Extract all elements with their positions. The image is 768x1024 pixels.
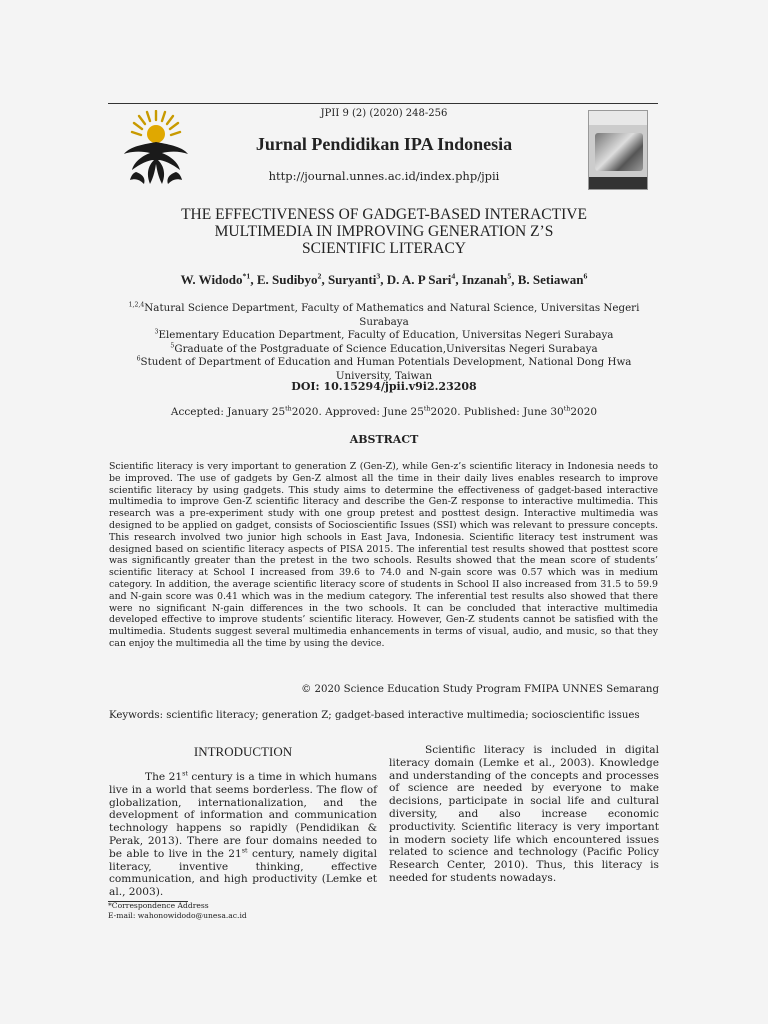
date-text: 2020. Approved: June 25 bbox=[291, 406, 424, 418]
correspondence-email[interactable]: E-mail: wahonowidodo@unesa.ac.id bbox=[108, 911, 247, 920]
author-marker: 2 bbox=[317, 271, 322, 281]
author-name: W. Widodo bbox=[180, 272, 243, 287]
keywords: Keywords: scientific literacy; generation Z; gadget-based interactive multimedia; socioscientific issues bbox=[109, 710, 640, 721]
abstract-text: Scientific literacy is very important to generation Z (Gen-Z), while Gen-z’s scientific literacy in Indonesia needs to be improved. The use of gadgets by Gen-Z almost all the time in their daily lives enables research to improve scientific literacy by using gadgets. This study aims to determine the effectiveness of gadget-based interactive multimedia to improve Gen-Z scientific literacy and describe the Gen-Z response to interactive multimedia. This research was a pre-experiment study with one group pretest and posttest design. Interactive multimedia was designed to be applied on gadget, consists of Socioscientific Issues (SSI) which was relevant to pressure concepts. This research involved two junior high schools in East Java, Indonesia. Scientific literacy test instrument was designed based on scientific literacy aspects of PISA 2015. The inferential test results showed that posttest score was significantly greater than the pretest in the two schools. Results showed that the mean score of students’ scientific literacy at School I increased from 39.6 to 74.0 and N-gain score was 0.57 which was in medium category. In addition, the average scientific literacy score of students in School II also increased from 31.5 to 59.9 and N-gain score was 0.41 which was in the medium category. The inferential test results also showed that there were no significant N-gain differences in the two schools. It can be concluded that interactive multimedia developed effective to improve students’ scientific literacy. However, Gen-Z students cannot be satisfied with the multimedia. Students suggest several multimedia enhancements in terms of visual, audio, and music, so that they can enjoy the multimedia all the time by using the device. bbox=[109, 461, 658, 649]
author-name: Suryanti bbox=[327, 272, 377, 287]
affiliation-marker: 5 bbox=[170, 342, 175, 350]
affiliation-text: Elementary Education Department, Faculty of Education, Universitas Negeri Surabaya bbox=[158, 329, 614, 341]
journal-cover-thumbnail bbox=[588, 110, 648, 190]
affiliation bbox=[110, 356, 658, 383]
correspondence-label: *Correspondence Address bbox=[108, 901, 209, 910]
affiliation-marker: 3 bbox=[154, 328, 159, 336]
paragraph-text: century, namely digital literacy, inventive thinking, effective communication, and high productivity (Lemke et al., 2003). bbox=[109, 847, 378, 899]
ordinal: st bbox=[241, 847, 248, 855]
paragraph-text: century is a time in which humans live in a world that seems borderless. The flow of globalization, internationalization, and the development of information and communication technology happens so rapidly (Pendidikan & Perak, 2013). There are four domains needed to be able to live in the 21 bbox=[109, 771, 377, 860]
affiliations bbox=[110, 302, 658, 383]
affiliation-text: Graduate of the Postgraduate of Science Education,Universitas Negeri Surabaya bbox=[174, 342, 598, 355]
header-rule bbox=[108, 103, 658, 104]
footnote bbox=[108, 901, 247, 921]
date-text: Accepted: January 25 bbox=[170, 406, 286, 418]
affiliation-marker: 1,2,4 bbox=[128, 301, 145, 309]
date-text: 2020. Published: June 30 bbox=[430, 406, 564, 418]
author-name: Inzanah bbox=[461, 272, 508, 287]
author-marker: 4 bbox=[451, 271, 456, 281]
affiliation-text: Student of Department of Education and Human Potentials Development, National Dong Hwa University, Taiwan bbox=[140, 356, 632, 382]
title-line: SCIENTIFIC LITERACY bbox=[301, 240, 467, 257]
copyright: © 2020 Science Education Study Program FMIPA UNNES Semarang bbox=[301, 684, 659, 695]
paper-title bbox=[0, 206, 768, 257]
author-name: E. Sudibyo bbox=[256, 272, 318, 287]
date-text: 2020 bbox=[570, 406, 598, 418]
paragraph: Scientific literacy is included in digital literacy domain (Lemke et al., 2003). Knowledge and understanding of the concepts and processes of science are needed by everyone to make decisions, participate in social life and cultural diversity, and also increase economic productivity. Scientific literacy is very important in modern society life which encountered issues related to science and technology (Pacific Policy Research Center, 2010). Thus, this literacy is needed for students nowadays. bbox=[389, 744, 659, 884]
affiliation bbox=[110, 329, 658, 343]
date-ordinal: th bbox=[285, 405, 292, 413]
affiliation-marker: 6 bbox=[136, 355, 141, 363]
paragraph bbox=[109, 771, 377, 899]
doi[interactable]: DOI: 10.15294/jpii.v9i2.23208 bbox=[291, 380, 477, 393]
paragraph-text: The 21 bbox=[145, 771, 183, 783]
affiliation-text: Natural Science Department, Faculty of Mathematics and Natural Science, Universitas Negeri Surabaya bbox=[144, 302, 640, 328]
title-line: MULTIMEDIA IN IMPROVING GENERATION Z’S bbox=[214, 223, 554, 240]
affiliation bbox=[110, 302, 658, 329]
author-marker: 6 bbox=[583, 271, 588, 281]
body-column-left bbox=[109, 771, 377, 899]
section-heading-introduction: INTRODUCTION bbox=[193, 744, 293, 759]
publication-dates bbox=[0, 406, 768, 418]
date-ordinal: th bbox=[423, 405, 431, 413]
journal-reference: JPII 9 (2) (2020) 248-256 bbox=[320, 108, 448, 119]
author-marker: *1 bbox=[242, 271, 251, 281]
author-list: W. Widodo$^{*1}$, E. Sudibyo$^2$, Suryanti$^3$, D. A. P Sari$^4$, Inzanah$^5$, B. Setiawan$^6$ bbox=[180, 271, 588, 287]
author-name: D. A. P Sari bbox=[386, 272, 452, 287]
body-column-right bbox=[389, 744, 659, 885]
author-name: B. Setiawan bbox=[517, 272, 584, 287]
author-marker: 3 bbox=[376, 271, 381, 281]
abstract-heading: ABSTRACT bbox=[349, 433, 419, 446]
date-ordinal: th bbox=[563, 405, 571, 413]
ordinal: st bbox=[182, 770, 188, 778]
title-line: THE EFFECTIVENESS OF GADGET-BASED INTERACTIVE bbox=[181, 206, 587, 223]
journal-title: Jurnal Pendidikan IPA Indonesia bbox=[255, 134, 513, 154]
affiliation bbox=[110, 343, 658, 357]
author-marker: 5 bbox=[507, 271, 512, 281]
journal-url[interactable]: http://journal.unnes.ac.id/index.php/jpii bbox=[268, 169, 500, 183]
